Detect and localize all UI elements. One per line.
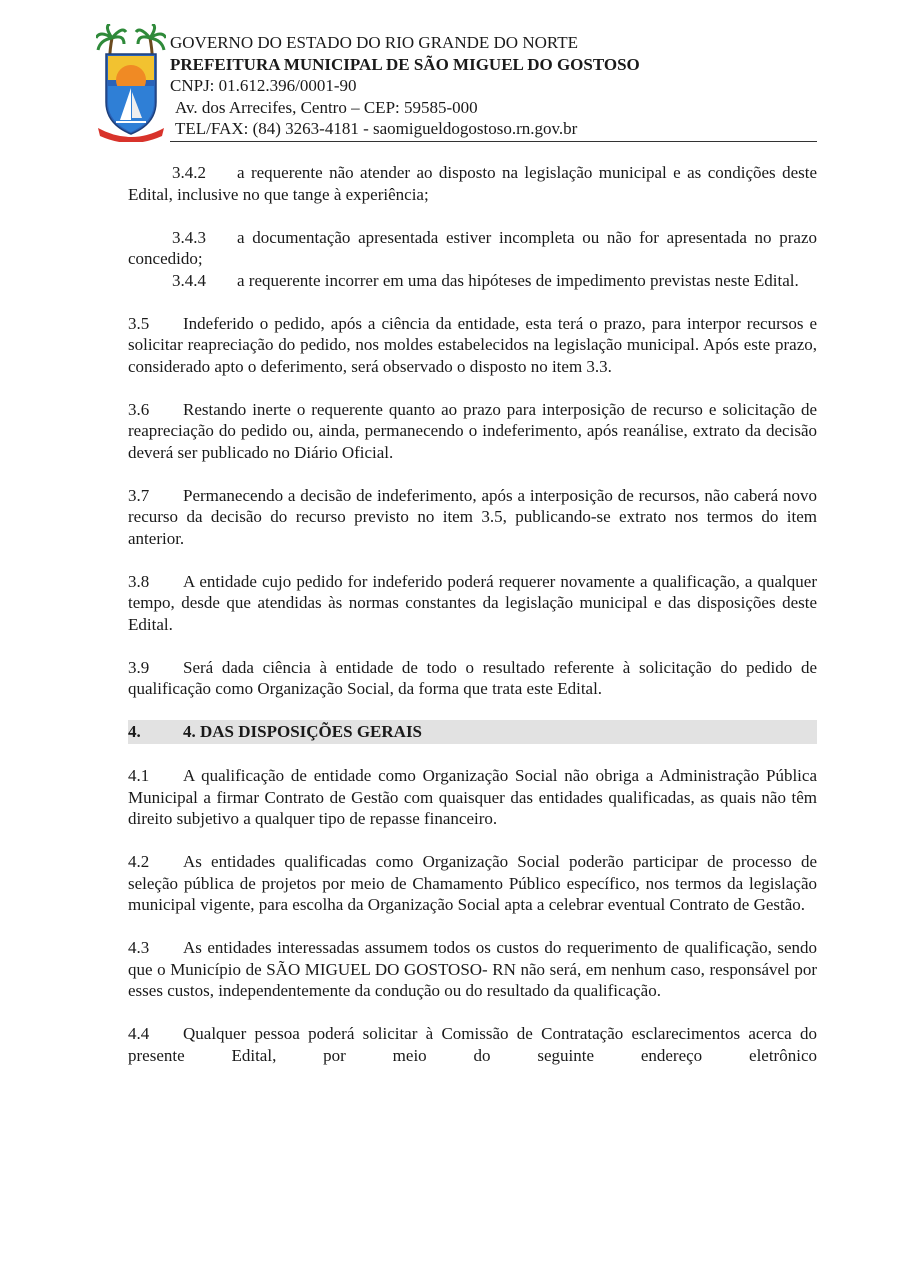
clause-3-8 xyxy=(128,571,817,636)
clause-3-9 xyxy=(128,657,817,700)
clause-text: a requerente não atender ao disposto na legislação municipal e as condições deste Edital, inclusive no que tange à experiência; xyxy=(128,163,817,204)
clause-number: 3.9 xyxy=(128,657,150,677)
clause-text: a requerente incorrer em uma das hipóteses de impedimento previstas neste Edital. xyxy=(237,270,799,290)
clause-number: 3.4.3 xyxy=(172,227,206,247)
clause-text: Qualquer pessoa poderá solicitar à Comissão de Contratação esclarecimentos acerca do presente Edital, por meio do seguinte endereço eletrônico xyxy=(128,1024,817,1065)
clause-text: Indeferido o pedido, após a ciência da entidade, esta terá o prazo, para interpor recursos e solicitar reapreciação do pedido, nos moldes estabelecidos na legislação municipal. Após este prazo, considerado apto o deferimento, será observado o disposto no item 3.3. xyxy=(128,313,817,376)
header-cnpj: CNPJ: 01.612.396/0001-90 xyxy=(170,76,357,95)
clause-4-1 xyxy=(128,765,817,830)
header-address: Av. dos Arrecifes, Centro – CEP: 59585-000 xyxy=(175,97,478,117)
clause-4-4 xyxy=(128,1023,817,1066)
clause-number: 3.6 xyxy=(128,399,150,419)
clause-number: 4.4 xyxy=(128,1024,150,1043)
clause-text: As entidades qualificadas como Organização Social poderão participar de processo de seleção pública de projetos por meio de Chamamento Público específico, nos termos da legislação municipal vigente, para escolha da Organização Social apta a celebrar eventual Contrato de Gestão. xyxy=(128,852,817,914)
clause-4-2 xyxy=(128,851,817,916)
clause-number: 4.2 xyxy=(128,852,150,871)
section-number: 4. xyxy=(128,721,141,741)
header-contact: TEL/FAX: (84) 3263-4181 - saomigueldogostoso.rn.gov.br xyxy=(175,119,578,138)
clause-text: Restando inerte o requerente quanto ao prazo para interposição de recurso e solicitação de reapreciação do pedido ou, ainda, permanecendo o indeferimento, após reanálise, extrato da decisão deverá ser publicado no Diário Oficial. xyxy=(128,399,817,462)
clause-3-5 xyxy=(128,313,817,378)
clause-3-4-2 xyxy=(128,162,817,205)
clause-number: 4.1 xyxy=(128,766,150,785)
clause-number: 3.4.2 xyxy=(172,163,206,182)
section-title: 4. DAS DISPOSIÇÕES GERAIS xyxy=(183,721,423,741)
clause-number: 3.8 xyxy=(128,571,150,591)
clause-text: A entidade cujo pedido for indeferido poderá requerer novamente a qualificação, a qualquer tempo, desde que atendidas às normas constantes da legislação municipal e das disposições deste Edital. xyxy=(128,571,817,634)
municipal-crest-icon xyxy=(96,24,166,142)
document-body xyxy=(128,162,817,1066)
clause-number: 4.3 xyxy=(128,938,150,957)
clause-3-6 xyxy=(128,399,817,464)
header-government: GOVERNO DO ESTADO DO RIO GRANDE DO NORTE xyxy=(170,33,578,52)
clause-text: Será dada ciência à entidade de todo o resultado referente à solicitação do pedido de qualificação como Organização Social, da forma que trata este Edital. xyxy=(128,657,817,698)
clause-number: 3.7 xyxy=(128,485,150,505)
clause-4-3 xyxy=(128,937,817,1002)
header-prefecture: PREFEITURA MUNICIPAL DE SÃO MIGUEL DO GOSTOSO xyxy=(170,54,640,74)
clause-text: A qualificação de entidade como Organização Social não obriga a Administração Pública Municipal a firmar Contrato de Gestão com quaisquer das entidades qualificadas, as quais não têm direito subjetivo a qualquer tipo de repasse financeiro. xyxy=(128,766,817,828)
letterhead xyxy=(170,32,820,140)
clause-text: Permanecendo a decisão de indeferimento, após a interposição de recursos, não caberá novo recurso da decisão do recurso previsto no item 3.5, publicando-se extrato nos termos do item anterior. xyxy=(128,485,817,548)
header-divider xyxy=(170,141,817,142)
clause-text: a documentação apresentada estiver incompleta ou não for apresentada no prazo concedido; xyxy=(128,227,817,268)
clause-number: 3.4.4 xyxy=(172,270,206,290)
clause-3-4-3 xyxy=(128,227,817,270)
section-4-heading xyxy=(128,720,817,744)
clause-3-7 xyxy=(128,485,817,550)
clause-text: As entidades interessadas assumem todos os custos do requerimento de qualificação, sendo que o Município de SÃO MIGUEL DO GOSTOSO- RN não será, em nenhum caso, responsável por esses custos, independentemente da condução ou do resultado da qualificação. xyxy=(128,938,817,1000)
clause-number: 3.5 xyxy=(128,313,150,333)
clause-3-4-4 xyxy=(128,270,817,292)
